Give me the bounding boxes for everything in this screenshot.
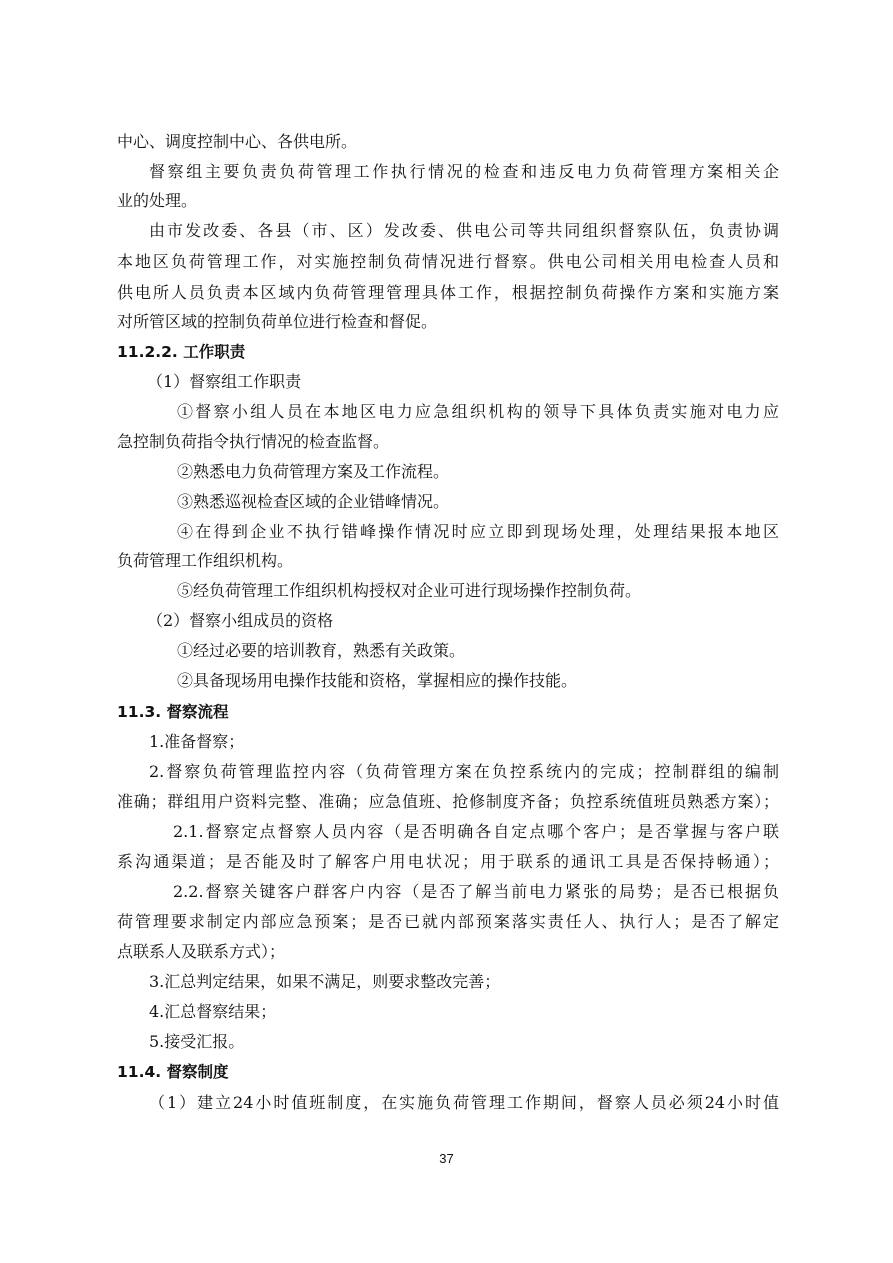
body-line: 急控制负荷指令执行情况的检查监督。 [117,432,390,451]
body-line: ⑤经负荷管理工作组织机构授权对企业可进行现场操作控制负荷。 [177,581,642,600]
body-line: 供电所人员负责本区域内负荷管理管理具体工作，根据控制负荷操作方案和实施方案 [117,283,779,302]
body-line: 对所管区域的控制负荷单位进行检查和督促。 [117,312,438,331]
body-line: 中心、调度控制中心、各供电所。 [117,132,358,151]
body-line: 4.汇总督察结果； [149,1002,277,1021]
body-line: ④在得到企业不执行错峰操作情况时应立即到现场处理，处理结果报本地区 [177,522,779,541]
body-line: （1）建立24小时值班制度，在实施负荷管理工作期间，督察人员必须24小时值 [149,1093,779,1112]
section-heading: 11.2.2. 工作职责 [117,343,246,361]
body-line: （1）督察组工作职责 [147,372,302,391]
section-heading: 11.4. 督察制度 [117,1063,229,1081]
body-line: ①经过必要的培训教育，熟悉有关政策。 [177,641,466,660]
body-line: 荷管理要求制定内部应急预案；是否已就内部预案落实责任人、执行人；是否了解定 [117,912,779,931]
page-number: 37 [439,1151,454,1166]
body-line: 2.1.督察定点督察人员内容（是否明确各自定点哪个客户；是否掌握与客户联 [173,822,779,841]
body-line: 点联系人及联系方式）； [117,942,286,961]
body-line: ①督察小组人员在本地区电力应急组织机构的领导下具体负责实施对电力应 [177,402,779,421]
body-line: 准确；群组用户资料完整、准确；应急值班、抢修制度齐备；负控系统值班员熟悉方案）； [117,792,779,811]
body-line: 负荷管理工作组织机构。 [117,551,294,570]
body-line: （2）督察小组成员的资格 [147,611,334,630]
body-line: 1.准备督察； [149,732,245,751]
body-line: 督察组主要负责负荷管理工作执行情况的检查和违反电力负荷管理方案相关企 [149,162,779,181]
body-line: 业的处理。 [117,191,198,210]
body-line: ②熟悉电力负荷管理方案及工作流程。 [177,462,450,481]
body-line: ②具备现场用电操作技能和资格，掌握相应的操作技能。 [177,671,578,690]
body-line: 本地区负荷管理工作，对实施控制负荷情况进行督察。供电公司相关用电检查人员和 [117,252,779,271]
body-line: 3.汇总判定结果，如果不满足，则要求整改完善； [149,972,501,991]
body-line: 系沟通渠道；是否能及时了解客户用电状况；用于联系的通讯工具是否保持畅通）； [117,852,779,871]
body-line: 由市发改委、各县（市、区）发改委、供电公司等共同组织督察队伍，负责协调 [149,221,779,240]
body-line: 5.接受汇报。 [149,1032,245,1051]
section-heading: 11.3. 督察流程 [117,703,229,721]
body-line: 2.督察负荷管理监控内容（负荷管理方案在负控系统内的完成；控制群组的编制 [149,762,779,781]
body-line: ③熟悉巡视检查区域的企业错峰情况。 [177,492,450,511]
body-line: 2.2.督察关键客户群客户内容（是否了解当前电力紧张的局势；是否已根据负 [173,882,779,901]
